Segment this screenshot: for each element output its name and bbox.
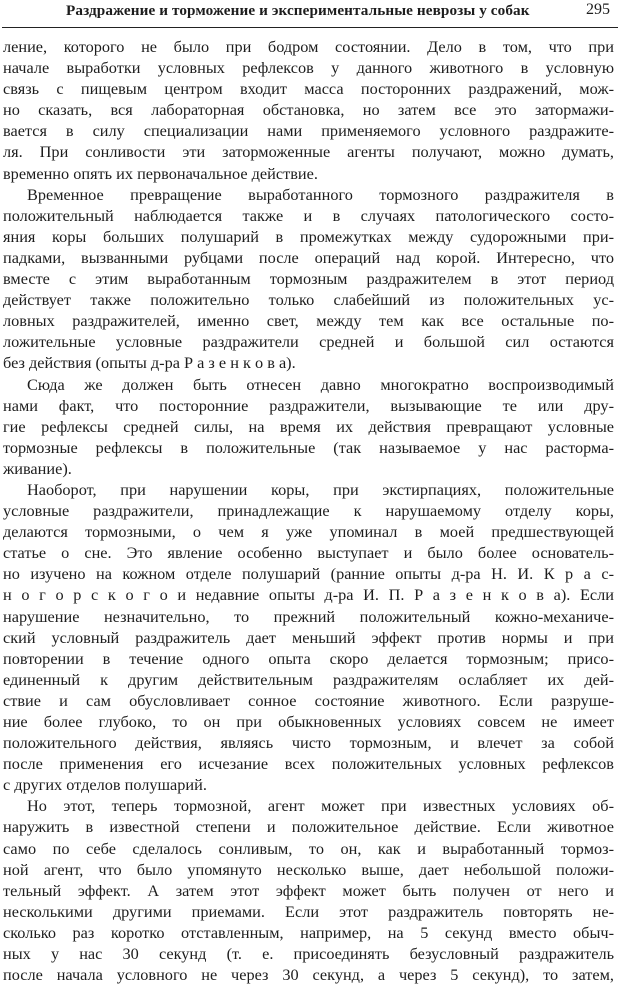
text-line: нами факт, что посторонние раздражители, вызывающие те или дру- (3, 395, 614, 415)
running-header-title: Раздражение и торможение и экспериментальные неврозы у собак (66, 2, 530, 19)
text-line: вается в силу специализации нами применяемого условного раздражите- (3, 121, 614, 141)
running-header (0, 0, 620, 26)
text-line: ление, которого не было при бодром состоянии. Дело в том, что при (3, 37, 614, 56)
text-line: после применения его исчезание всех положительных условных рефлексов (3, 754, 614, 774)
text-line: без действия (опыты д-ра Р а з е н к о в а). (3, 353, 296, 373)
text-line: несколькими другими приемами. Если этот раздражитель повторять не- (3, 901, 614, 921)
text-line: падками, вызванными рубцами после операций над корой. Интересно, что (3, 247, 614, 267)
text-line: положительного действия, являясь чисто тормозным, и влечет за собой (3, 733, 614, 753)
text-line: но изучено на кожном отделе полушарий (ранние опыты д-ра Н. И. К р а с- (3, 564, 614, 584)
text-line: ложительные условные раздражители средней и большой сил остаются (3, 332, 614, 352)
paragraph (3, 36, 614, 184)
text-line: с других отделов полушарий. (3, 775, 207, 795)
text-line: яния коры больших полушарий в промежутках между судорожными при- (3, 226, 614, 246)
text-line: ский условный раздражитель дает меньший эффект против нормы и при (3, 627, 614, 647)
text-line: живание). (3, 458, 72, 478)
text-line: единенный к другим действительным раздражителям ослабляет их дей- (3, 669, 614, 689)
text-line: начале выработки условных рефлексов у данного животного в условную (3, 58, 614, 78)
text-line: статье о сне. Это явление особенно выступает и было более основатель- (3, 543, 614, 563)
text-line: делаются тормозными, о чем я уже упоминал в моей предшествующей (3, 522, 614, 542)
paragraph (3, 479, 614, 795)
text-line: связь с пищевым центром входит масса посторонних раздражений, мож- (3, 79, 614, 99)
text-line: н о г о р с к о г о и недавние опыты д-ра И. П. Р а з е н к о в а). Если (3, 585, 614, 605)
text-line: ствие и сам обусловливает сонное состояние животного. Если разруше- (3, 690, 614, 710)
paragraph (3, 795, 614, 985)
page-number: 295 (586, 1, 610, 18)
text-line: гие рефлексы средней силы, на время их действия превращают условные (3, 416, 614, 436)
body-text (3, 36, 614, 985)
text-line: нарушение незначительно, то прежний положительный кожно-механиче- (3, 606, 614, 626)
text-line: но сказать, вся лабораторная обстановка, но затем все это затормажи- (3, 100, 614, 120)
text-line: после начала условного не через 30 секунд, а через 5 секунд), то затем, (3, 965, 614, 985)
text-line: ля. При сонливости эти заторможенные агенты получают, можно думать, (3, 142, 614, 162)
text-line: само по себе сделалось сонливым, то он, как и выработанный тормоз- (3, 838, 614, 858)
text-line: ной агент, что было упомянуто несколько выше, дает небольшой положи- (3, 859, 614, 879)
text-line: Наоборот, при нарушении коры, при экстирпациях, положительные (27, 479, 614, 499)
header-rule (2, 27, 618, 28)
text-line: тормозные рефлексы в положительные (так называемое у нас растормa- (3, 437, 614, 457)
text-line: Временное превращение выработанного тормозного раздражителя в (27, 184, 614, 204)
text-line: повторении в течение одного опыта скоро делается тормозным; присо- (3, 648, 614, 668)
text-line: вместе с этим выработанным тормозным раздражителем в этот период (3, 269, 614, 289)
text-line: наружить в известной степени и положительное действие. Если животное (3, 817, 614, 837)
text-line: Сюда же должен быть отнесен давно многократно воспроизводимый (27, 374, 614, 394)
text-line: действует также положительно только слабейший из положительных ус- (3, 290, 614, 310)
text-line: Но этот, теперь тормозной, агент может при известных условиях об- (27, 796, 614, 816)
text-line: ние более глубоко, то он при обыкновенных условиях совсем не имеет (3, 712, 614, 731)
text-line: сколько раз коротко отставленным, например, на 5 секунд вместо обыч- (3, 922, 614, 942)
text-line: ных у нас 30 секунд (т. е. присоединять безусловный раздражитель (3, 944, 614, 964)
text-line: положительный наблюдается также и в случаях патологического состо- (3, 205, 614, 225)
text-line: условные раздражители, принадлежащие к нарушаемому отделу коры, (3, 501, 614, 521)
text-line: временно опять их первоначальное действие. (3, 163, 318, 183)
text-line: тельный эффект. А затем этот эффект может быть получен от него и (3, 880, 614, 900)
paragraph (3, 374, 614, 479)
paragraph (3, 184, 614, 374)
text-line: ловных раздражителей, именно свет, между тем как все остальные по- (3, 311, 614, 331)
